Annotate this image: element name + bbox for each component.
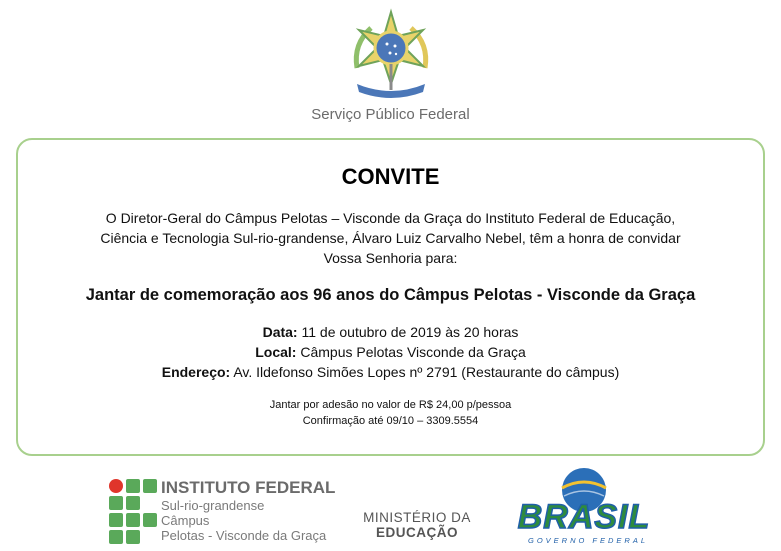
svg-text:BRASIL: BRASIL bbox=[517, 498, 651, 536]
svg-text:GOVERNO FEDERAL: GOVERNO FEDERAL bbox=[527, 536, 649, 545]
event-details bbox=[18, 322, 763, 382]
address-row bbox=[18, 362, 763, 382]
date-label: Data: bbox=[262, 324, 298, 340]
ministry-line1: MINISTÉRIO DA bbox=[363, 510, 471, 525]
invitation-intro bbox=[88, 208, 693, 268]
location-row bbox=[18, 342, 763, 362]
institution-line: Câmpus bbox=[161, 513, 210, 528]
location-label: Local: bbox=[255, 344, 297, 360]
instituto-federal-logo bbox=[108, 478, 348, 544]
ministry-logo bbox=[358, 510, 476, 540]
service-label: Serviço Público Federal bbox=[311, 106, 470, 123]
address-value: Av. Ildefonso Simões Lopes nº 2791 (Restaurante do câmpus) bbox=[230, 364, 620, 380]
intro-line: Ciência e Tecnologia Sul-rio-grandense, Álvaro Luiz Carvalho Nebel, têm a honra de convidar bbox=[100, 230, 681, 246]
invitation-card bbox=[16, 138, 765, 456]
instituto-federal-grid-icon bbox=[108, 478, 158, 544]
institution-line: Sul-rio-grandense bbox=[161, 498, 265, 513]
brasil-governo-federal-logo bbox=[496, 466, 674, 546]
event-notes bbox=[18, 397, 763, 429]
intro-line: Vossa Senhoria para: bbox=[323, 250, 458, 266]
institution-name: INSTITUTO FEDERAL bbox=[161, 478, 336, 497]
ministry-line2: EDUCAÇÃO bbox=[375, 525, 458, 540]
event-title: Jantar de comemoração aos 96 anos do Câmpus Pelotas - Visconde da Graça bbox=[85, 286, 696, 304]
coat-of-arms-seal bbox=[343, 8, 439, 104]
invitation-title: CONVITE bbox=[341, 164, 440, 189]
date-row bbox=[18, 322, 763, 342]
institution-subtitle bbox=[161, 498, 326, 543]
date-value: 11 de outubro de 2019 às 20 horas bbox=[297, 324, 519, 340]
brazil-coat-of-arms-icon bbox=[343, 8, 439, 104]
intro-line: O Diretor-Geral do Câmpus Pelotas – Visconde da Graça do Instituto Federal de Educação, bbox=[105, 210, 676, 226]
location-value: Câmpus Pelotas Visconde da Graça bbox=[296, 344, 526, 360]
brasil-logo-icon bbox=[496, 466, 674, 546]
confirmation-note: Confirmação até 09/10 – 3309.5554 bbox=[302, 415, 479, 427]
address-label: Endereço: bbox=[161, 364, 231, 380]
price-note: Jantar por adesão no valor de R$ 24,00 p/pessoa bbox=[269, 399, 512, 411]
institution-line: Pelotas - Visconde da Graça bbox=[161, 528, 327, 543]
